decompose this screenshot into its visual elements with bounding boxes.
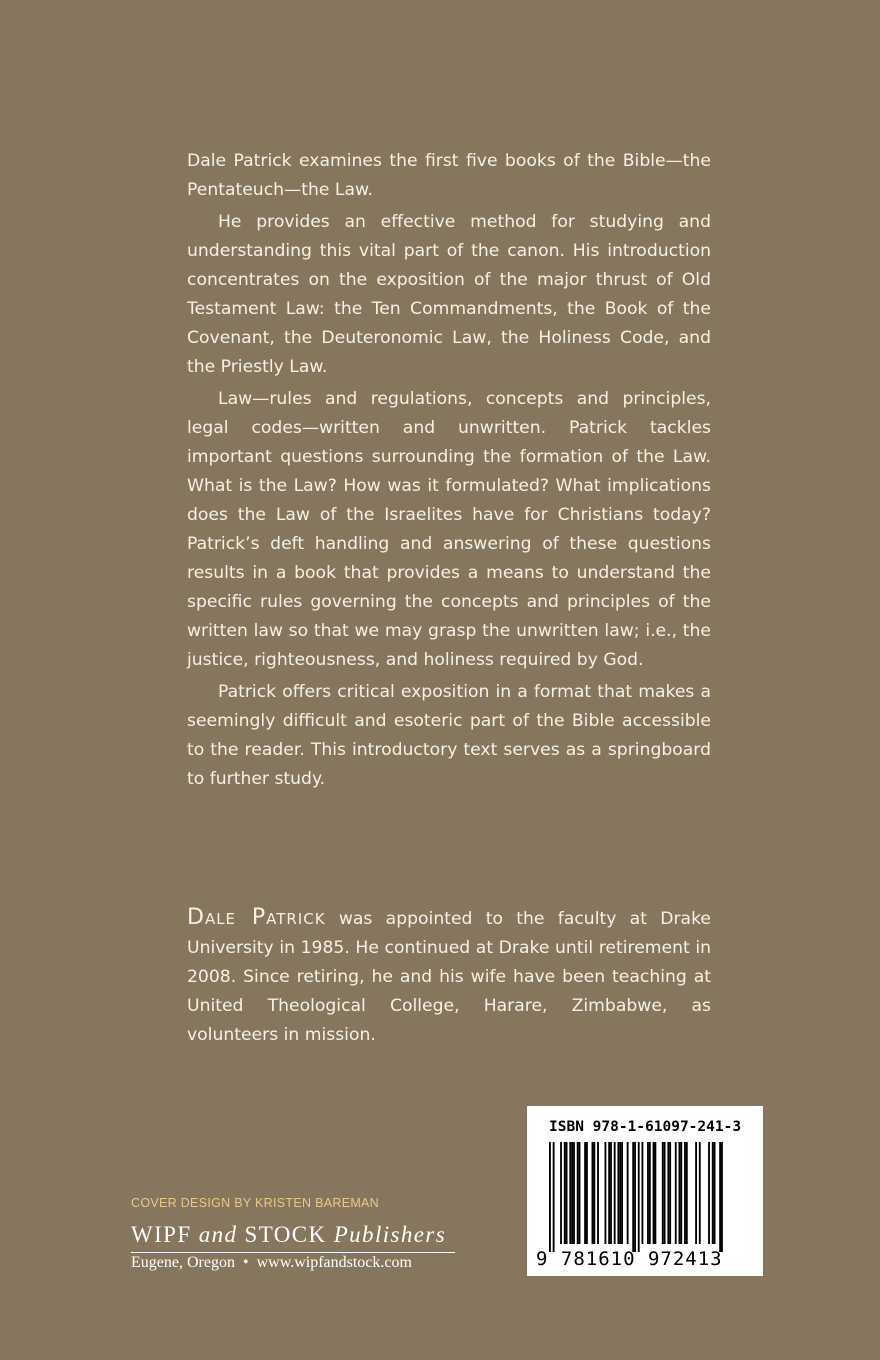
publisher-name-and: and (198, 1222, 238, 1247)
publisher-name-publishers: Publishers (333, 1222, 447, 1247)
isbn-label: ISBN 978-1-61097-241-3 (549, 1119, 742, 1135)
publisher-location: Eugene, Oregon (131, 1254, 235, 1271)
publisher-location-line (131, 1254, 412, 1272)
cover-design-credit: COVER DESIGN BY KRISTEN BAREMAN (131, 1196, 380, 1210)
separator-bullet: • (242, 1254, 249, 1271)
back-cover-blurb (187, 147, 711, 797)
publisher-name (131, 1222, 455, 1253)
blurb-paragraph-3: Law—rules and regulations, concepts and principles, legal codes—written and unwritten. Patrick tackles important questions surrounding the formation of the Law. What is the Law? How was it formulated? What implications does the Law of the Israelites have for Christians today? Patrick’s deft handling and answering of these questions results in a book that provides a means to understand the specific rules governing the concepts and principles of the written law so that we may grasp the unwritten law; i.e., the justice, righteousness, and holiness required by God. (187, 389, 711, 670)
publisher-name-stock: STOCK (237, 1222, 334, 1247)
publisher-website: www.wipfandstock.com (256, 1254, 412, 1271)
author-bio (187, 903, 711, 1050)
blurb-paragraph-1: Dale Patrick examines the first five books of the Bible—the Pentateuch—the Law. (187, 151, 711, 200)
author-bio-text: was appointed to the faculty at Drake University in 1985. He continued at Drake until retirement in 2008. Since retiring, he and his wife have been teaching at United Theological College, Harare, Zimbabwe, as volunteers in mission. (187, 909, 711, 1045)
blurb-paragraph-2: He provides an effective method for studying and understanding this vital part of the canon. His introduction concentrates on the exposition of the major thrust of Old Testament Law: the Ten Commandments, the Book of the Covenant, the Deuteronomic Law, the Holiness Code, and the Priestly Law. (187, 212, 711, 377)
author-name: Dale Patrick (187, 905, 326, 930)
isbn-barcode-box (527, 1106, 763, 1276)
blurb-paragraph-4: Patrick offers critical exposition in a format that makes a seemingly difficult and esoteric part of the Bible accessible to the reader. This introductory text serves as a springboard to further study. (187, 682, 711, 789)
publisher-name-wipf: WIPF (131, 1222, 199, 1247)
barcode-digits: 9 781610 972413 (536, 1248, 723, 1270)
